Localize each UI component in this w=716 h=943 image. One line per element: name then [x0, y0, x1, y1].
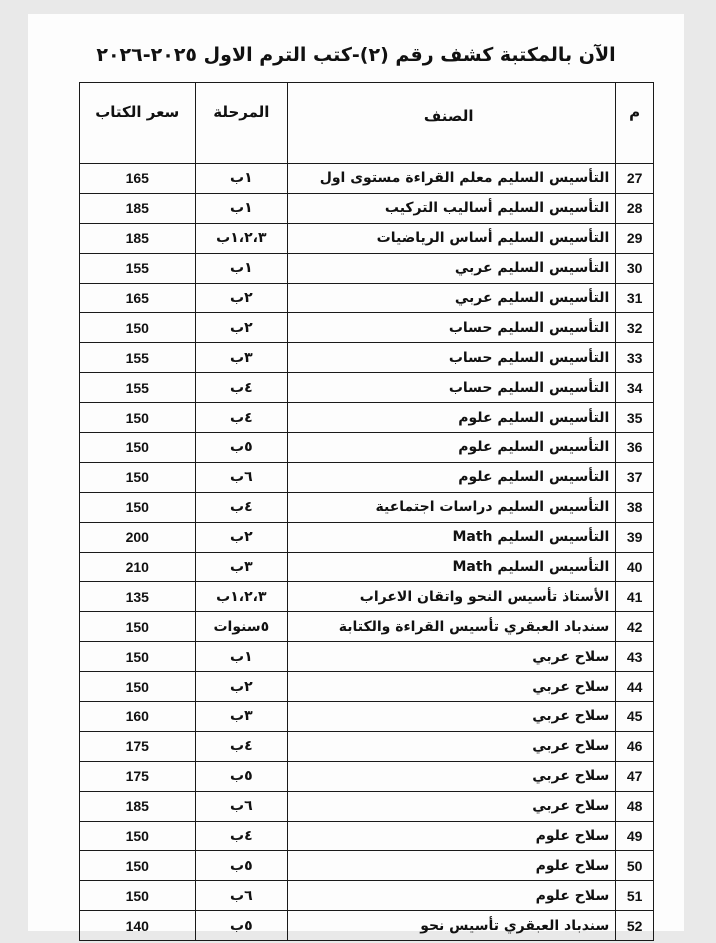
- item-name: سلاح عربي: [288, 791, 616, 821]
- item-stage: ٥ب: [195, 911, 288, 941]
- item-price: 150: [80, 612, 196, 642]
- row-number: 40: [616, 552, 654, 582]
- item-stage: ١ب: [195, 193, 288, 223]
- table-row: [80, 582, 654, 612]
- table-row: [80, 522, 654, 552]
- item-name: التأسيس السليم Math: [288, 522, 616, 552]
- item-name: سندباد العبقري تأسيس نحو: [288, 911, 616, 941]
- table-row: [80, 223, 654, 253]
- item-price: 150: [80, 851, 196, 881]
- item-stage: ١،٢،٣ب: [195, 223, 288, 253]
- header-stage: المرحلة: [195, 83, 288, 164]
- item-name: التأسيس السليم حساب: [288, 343, 616, 373]
- table-row: [80, 343, 654, 373]
- item-price: 150: [80, 433, 196, 463]
- row-number: 31: [616, 283, 654, 313]
- table-row: [80, 253, 654, 283]
- table-row: [80, 612, 654, 642]
- table-row: [80, 164, 654, 194]
- item-name: سلاح عربي: [288, 672, 616, 702]
- table-body: [80, 164, 654, 941]
- table-row: [80, 492, 654, 522]
- table-row: [80, 821, 654, 851]
- table-row: [80, 851, 654, 881]
- table-row: [80, 193, 654, 223]
- item-price: 140: [80, 911, 196, 941]
- row-number: 41: [616, 582, 654, 612]
- item-stage: ١ب: [195, 253, 288, 283]
- row-number: 37: [616, 462, 654, 492]
- table-row: [80, 761, 654, 791]
- item-price: 155: [80, 373, 196, 403]
- row-number: 35: [616, 403, 654, 433]
- item-price: 150: [80, 462, 196, 492]
- item-name: التأسيس السليم عربي: [288, 283, 616, 313]
- table-row: [80, 702, 654, 732]
- item-stage: ٣ب: [195, 702, 288, 732]
- row-number: 39: [616, 522, 654, 552]
- item-name: التأسيس السليم حساب: [288, 313, 616, 343]
- row-number: 46: [616, 731, 654, 761]
- table-row: [80, 373, 654, 403]
- item-stage: ٤ب: [195, 403, 288, 433]
- table-row: [80, 433, 654, 463]
- item-name: التأسيس السليم معلم القراءة مستوى اول: [288, 164, 616, 194]
- item-stage: ٤ب: [195, 492, 288, 522]
- item-price: 150: [80, 821, 196, 851]
- item-price: 150: [80, 492, 196, 522]
- item-name: التأسيس السليم أساس الرياضيات: [288, 223, 616, 253]
- item-price: 210: [80, 552, 196, 582]
- item-price: 150: [80, 313, 196, 343]
- table-row: [80, 403, 654, 433]
- item-stage: ٥ب: [195, 851, 288, 881]
- page-title: الآن بالمكتبة كشف رقم (٢)-كتب الترم الاول ٢٠٢٥-٢٠٢٦: [96, 44, 616, 66]
- row-number: 32: [616, 313, 654, 343]
- item-stage: ٥ب: [195, 761, 288, 791]
- item-name: سلاح عربي: [288, 642, 616, 672]
- item-name: سلاح علوم: [288, 881, 616, 911]
- item-price: 150: [80, 403, 196, 433]
- item-stage: ٦ب: [195, 462, 288, 492]
- table-row: [80, 911, 654, 941]
- row-number: 49: [616, 821, 654, 851]
- item-price: 165: [80, 164, 196, 194]
- item-stage: ٣ب: [195, 343, 288, 373]
- item-price: 185: [80, 223, 196, 253]
- item-stage: ٦ب: [195, 881, 288, 911]
- item-price: 175: [80, 761, 196, 791]
- row-number: 44: [616, 672, 654, 702]
- row-number: 33: [616, 343, 654, 373]
- item-stage: ٥ب: [195, 433, 288, 463]
- item-price: 160: [80, 702, 196, 732]
- item-name: سندباد العبقري تأسيس القراءة والكتابة: [288, 612, 616, 642]
- item-name: التأسيس السليم عربي: [288, 253, 616, 283]
- item-name: التأسيس السليم دراسات اجتماعية: [288, 492, 616, 522]
- row-number: 48: [616, 791, 654, 821]
- header-name: الصنف: [288, 83, 616, 164]
- row-number: 29: [616, 223, 654, 253]
- item-name: سلاح عربي: [288, 731, 616, 761]
- item-stage: ٣ب: [195, 552, 288, 582]
- row-number: 38: [616, 492, 654, 522]
- row-number: 45: [616, 702, 654, 732]
- item-name: التأسيس السليم علوم: [288, 403, 616, 433]
- row-number: 51: [616, 881, 654, 911]
- item-name: الأستاذ تأسيس النحو واتقان الاعراب: [288, 582, 616, 612]
- table-row: [80, 642, 654, 672]
- table-row: [80, 462, 654, 492]
- table-row: [80, 791, 654, 821]
- item-name: سلاح علوم: [288, 821, 616, 851]
- item-name: التأسيس السليم أساليب التركيب: [288, 193, 616, 223]
- header-num: م: [616, 83, 654, 164]
- table-row: [80, 672, 654, 702]
- table-row: [80, 283, 654, 313]
- item-stage: ١ب: [195, 164, 288, 194]
- table-row: [80, 731, 654, 761]
- row-number: 42: [616, 612, 654, 642]
- item-name: سلاح عربي: [288, 702, 616, 732]
- table-header-row: [80, 83, 654, 164]
- item-stage: ٢ب: [195, 283, 288, 313]
- item-stage: ١ب: [195, 642, 288, 672]
- row-number: 50: [616, 851, 654, 881]
- item-price: 155: [80, 343, 196, 373]
- item-stage: ٤ب: [195, 373, 288, 403]
- table-row: [80, 552, 654, 582]
- item-name: سلاح عربي: [288, 761, 616, 791]
- item-price: 135: [80, 582, 196, 612]
- header-price: سعر الكتاب: [80, 83, 196, 164]
- row-number: 43: [616, 642, 654, 672]
- item-name: التأسيس السليم علوم: [288, 433, 616, 463]
- item-price: 185: [80, 791, 196, 821]
- item-stage: ٤ب: [195, 731, 288, 761]
- item-name: سلاح علوم: [288, 851, 616, 881]
- item-price: 155: [80, 253, 196, 283]
- item-price: 150: [80, 881, 196, 911]
- row-number: 47: [616, 761, 654, 791]
- item-price: 175: [80, 731, 196, 761]
- price-table: [79, 82, 654, 941]
- row-number: 34: [616, 373, 654, 403]
- item-price: 200: [80, 522, 196, 552]
- table-row: [80, 313, 654, 343]
- item-stage: ٢ب: [195, 522, 288, 552]
- row-number: 27: [616, 164, 654, 194]
- item-name: التأسيس السليم حساب: [288, 373, 616, 403]
- row-number: 52: [616, 911, 654, 941]
- item-stage: ١،٢،٣ب: [195, 582, 288, 612]
- table-row: [80, 881, 654, 911]
- item-name: التأسيس السليم علوم: [288, 462, 616, 492]
- item-price: 150: [80, 672, 196, 702]
- row-number: 30: [616, 253, 654, 283]
- item-stage: ٢ب: [195, 672, 288, 702]
- item-price: 150: [80, 642, 196, 672]
- item-name: التأسيس السليم Math: [288, 552, 616, 582]
- item-stage: ٤ب: [195, 821, 288, 851]
- item-stage: ٢ب: [195, 313, 288, 343]
- item-price: 185: [80, 193, 196, 223]
- item-stage: ٥سنوات: [195, 612, 288, 642]
- row-number: 36: [616, 433, 654, 463]
- row-number: 28: [616, 193, 654, 223]
- item-price: 165: [80, 283, 196, 313]
- document-sheet: [28, 14, 684, 934]
- item-stage: ٦ب: [195, 791, 288, 821]
